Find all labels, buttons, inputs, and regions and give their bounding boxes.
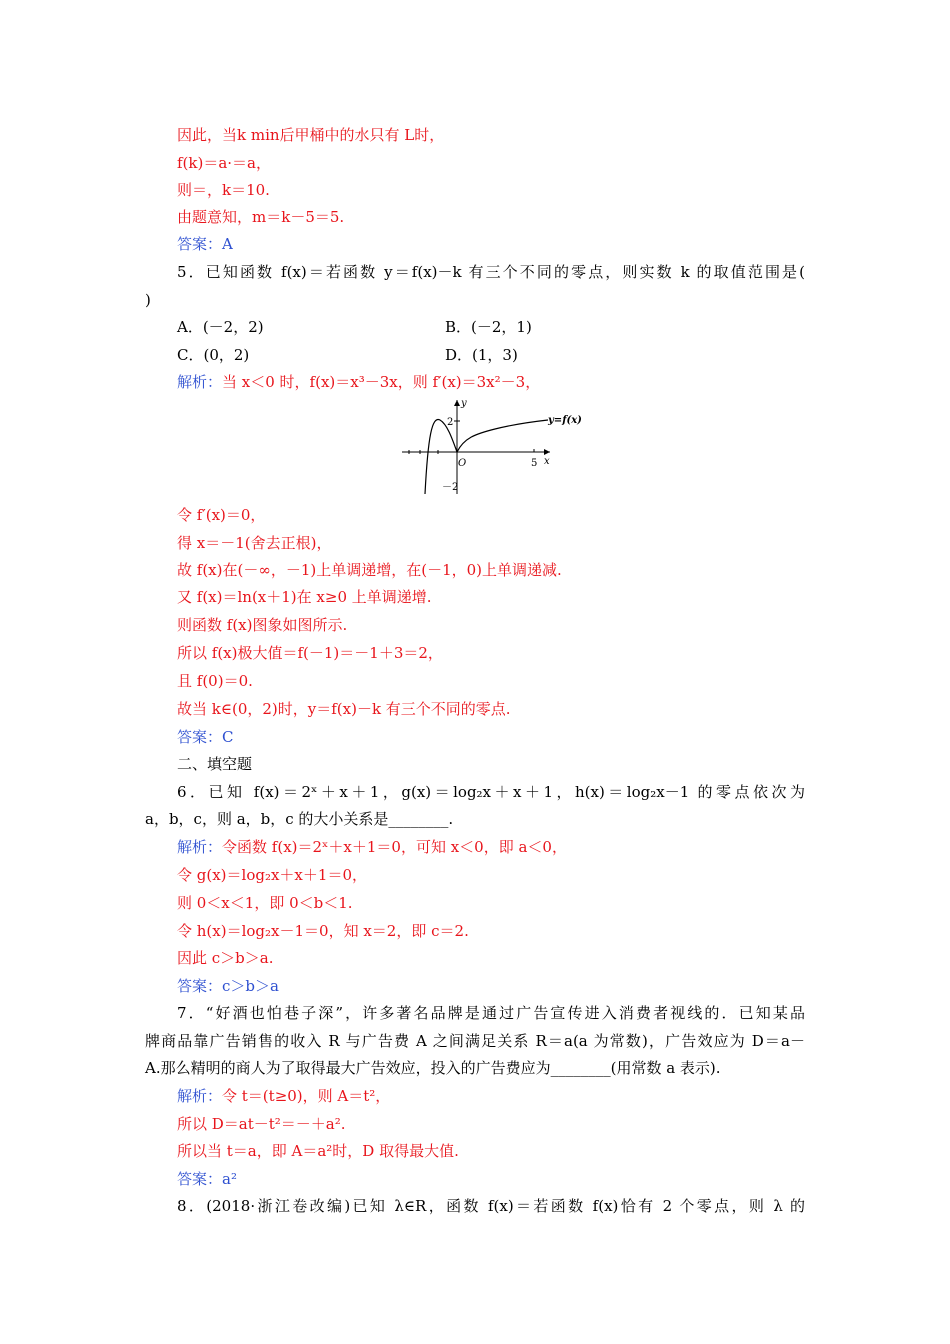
line-27: 则 0＜x＜1，即 0＜b＜1. bbox=[177, 894, 353, 912]
line-28: 令 h(x)＝log₂x－1＝0，知 x＝2，即 c＝2. bbox=[177, 922, 469, 940]
question-6: 6．已知 f(x)＝2ˣ＋x＋1，g(x)＝log₂x＋x＋1，h(x)＝log₂x－1 的零点依次为 bbox=[177, 783, 805, 801]
option-a: A．(－2，2) bbox=[177, 318, 264, 336]
line-36: 所以当 t＝a，即 A＝a²时，D 取得最大值. bbox=[177, 1142, 459, 1160]
solution-label: 解析： bbox=[177, 1087, 223, 1105]
option-d: D．(1，3) bbox=[445, 346, 518, 364]
question-5: 5．已知函数 f(x)＝若函数 y＝f(x)－k 有三个不同的零点，则实数 k 的取值范围是( bbox=[177, 263, 805, 281]
solution-7-start bbox=[177, 1086, 390, 1106]
line-20: 故当 k∈(0，2)时，y＝f(x)－k 有三个不同的零点. bbox=[177, 700, 511, 718]
answer-7: 答案：a² bbox=[177, 1170, 237, 1188]
y-axis-label: y bbox=[461, 398, 467, 409]
line-29: 因此 c＞b＞a. bbox=[177, 949, 274, 967]
y-axis-arrow bbox=[454, 400, 460, 406]
solution-text: 当 x＜0 时，f(x)＝x³－3x，则 f′(x)＝3x²－3， bbox=[222, 373, 541, 391]
question-5-cont: ) bbox=[145, 291, 151, 309]
answer-4: 答案：A bbox=[177, 235, 233, 253]
line-17: 则函数 f(x)图象如图所示. bbox=[177, 616, 348, 634]
curve-label: y=f(x) bbox=[548, 415, 582, 426]
line-35: 所以 D＝at－t²＝－＋a². bbox=[177, 1115, 346, 1133]
line-16: 又 f(x)＝ln(x＋1)在 x≥0 上单调递增. bbox=[177, 588, 432, 606]
line-1: 因此，当k min后甲桶中的水只有 L时， bbox=[177, 126, 445, 144]
tick-label-y-2: 2 bbox=[447, 417, 454, 428]
curve-right bbox=[457, 420, 548, 452]
line-15: 故 f(x)在(－∞，－1)上单调递增，在(－1，0)上单调递减. bbox=[177, 561, 562, 579]
x-axis-label: x bbox=[544, 456, 550, 467]
solution-6-start bbox=[177, 837, 567, 857]
line-26: 令 g(x)＝log₂x＋x＋1＝0， bbox=[177, 866, 367, 884]
question-7-cont1: 牌商品靠广告销售的收入 R 与广告费 A 之间满足关系 R＝a(a 为常数)，广告效应为 D＝a－ bbox=[145, 1032, 805, 1050]
answer-6: 答案：c＞b＞a bbox=[177, 977, 279, 995]
answer-5: 答案：C bbox=[177, 728, 234, 746]
function-graph bbox=[400, 396, 590, 496]
tick-label-y-neg2: －2 bbox=[442, 482, 459, 493]
solution-label: 解析： bbox=[177, 373, 223, 391]
line-2: f(k)＝a·＝a， bbox=[177, 154, 271, 172]
question-8: 8．(2018·浙江卷改编)已知 λ∈R，函数 f(x)＝若函数 f(x)恰有 2 个零点，则 λ 的 bbox=[177, 1197, 805, 1215]
solution-text: 令函数 f(x)＝2ˣ＋x＋1＝0，可知 x＜0，即 a＜0， bbox=[222, 838, 567, 856]
option-b: B．(－2，1) bbox=[445, 318, 532, 336]
origin-label: O bbox=[458, 458, 467, 469]
question-6-cont: a，b，c，则 a，b，c 的大小关系是________. bbox=[145, 810, 454, 828]
tick-label-x-5: 5 bbox=[531, 458, 538, 469]
x-axis-arrow bbox=[544, 449, 550, 455]
question-7-cont2: A.那么精明的商人为了取得最大广告效应，投入的广告费应为________(用常数 a 表示). bbox=[145, 1059, 721, 1077]
solution-5-start bbox=[177, 372, 540, 392]
line-13: 令 f′(x)＝0， bbox=[177, 506, 266, 524]
section-heading: 二、填空题 bbox=[177, 755, 253, 773]
solution-label: 解析： bbox=[177, 838, 223, 856]
option-c: C．(0，2) bbox=[177, 346, 250, 364]
line-18: 所以 f(x)极大值＝f(－1)＝－1＋3＝2， bbox=[177, 644, 443, 662]
line-19: 且 f(0)＝0. bbox=[177, 672, 253, 690]
solution-text: 令 t＝(t≥0)，则 A＝t²， bbox=[222, 1087, 391, 1105]
line-4: 由题意知，m＝k－5＝5. bbox=[177, 208, 345, 226]
line-14: 得 x＝－1(舍去正根)， bbox=[177, 534, 332, 552]
line-3: 则＝，k＝10. bbox=[177, 181, 270, 199]
question-7: 7．“好酒也怕巷子深”，许多著名品牌是通过广告宣传进入消费者视线的．已知某品 bbox=[177, 1004, 805, 1022]
